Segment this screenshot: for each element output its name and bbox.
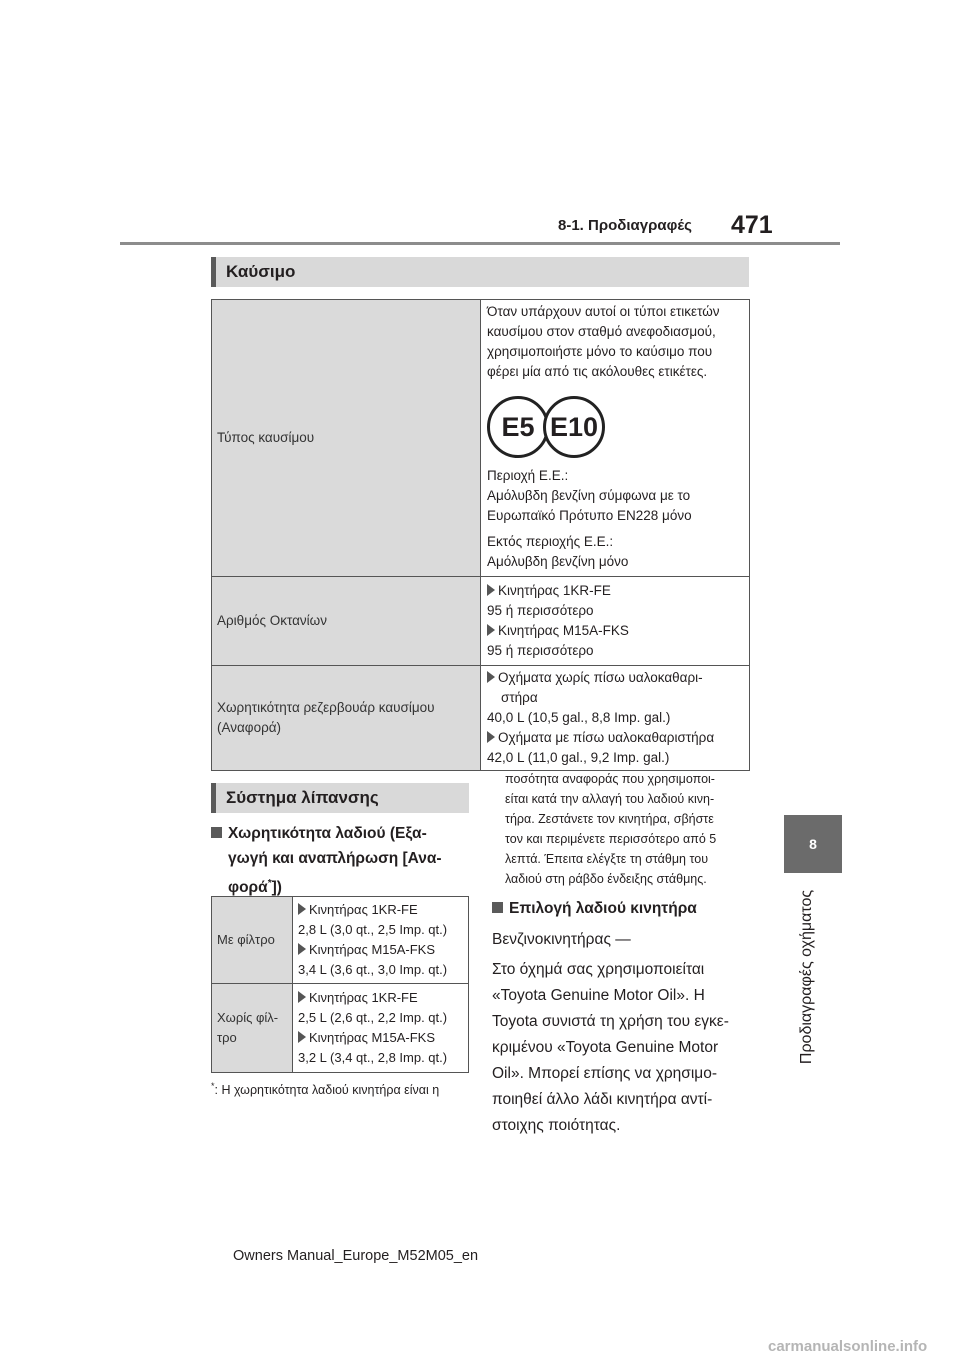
octane-label: Αριθμός Οκτανίων [212,577,481,666]
arrow-icon [298,903,306,915]
chapter-tab[interactable] [784,815,842,873]
arrow-icon [298,1031,306,1043]
without-filter-label: Χωρίς φίλ- τρο [212,984,293,1073]
chapter-number: 8 [809,836,817,852]
fuel-label-badges [487,382,743,466]
lubrication-section-title: Σύστημα λίπανσης [226,788,379,807]
tank-capacity-label: Χωρητικότητα ρεζερβουάρ καυσίμου (Αναφορά) [212,666,481,771]
tank-capacity-value: Οχήματα χωρίς πίσω υαλοκαθαρι- στήρα 40,0 L (10,5 gal., 8,8 Imp. gal.) Οχήματα με πίσω υαλοκαθαριστήρα 42,0 L (11,0 gal., 9,2 Imp. gal.) [481,666,750,771]
e5-badge-icon: E5 [487,396,549,458]
oil-capacity-table [211,896,469,1073]
fuel-section-header [211,257,749,287]
table-row [212,577,750,666]
oil-capacity-heading: Χωρητικότητα λαδιού (Εξα- γωγή και αναπλήρωση [Ανα- φορά*]) [211,821,471,900]
with-filter-value: Κινητήρας 1KR-FE 2,8 L (3,0 qt., 2,5 Imp. qt.) Κινητήρας M15A-FKS 3,4 L (3,6 qt., 3,0 Imp. qt.) [293,897,469,984]
table-row [212,897,469,984]
arrow-icon [298,991,306,1003]
footnote: *: Η χωρητικότητα λαδιού κινητήρα είναι η [211,1081,440,1098]
page-number: 471 [731,211,773,239]
arrow-icon [298,943,306,955]
lubrication-section-header [211,783,469,813]
without-filter-value: Κινητήρας 1KR-FE 2,5 L (2,6 qt., 2,2 Imp. qt.) Κινητήρας M15A-FKS 3,2 L (3,4 qt., 2,8 Imp. qt.) [293,984,469,1073]
watermark: carmanualsonline.info [768,1338,928,1355]
arrow-icon [487,584,495,596]
oil-selection-text: Βενζινοκινητήρας — Στο όχημά σας χρησιμοποιείται «Toyota Genuine Motor Oil». Η Toyota συνιστά τη χρήση του εγκε- κριμένου «Toyota Genuine Motor Oil». Μπορεί επίσης να χρησιμο- ποιηθεί άλλο λάδι κινητήρα αντί- στοιχης ποιότητας. [492,931,729,1134]
chapter-label: Προδιαγραφές οχήματος [798,889,815,1065]
footer-manual-id: Owners Manual_Europe_M52M05_en [233,1248,479,1264]
fuel-table [211,299,750,771]
arrow-icon [487,624,495,636]
fuel-type-value: Όταν υπάρχουν αυτοί οι τύποι ετικετών καυσίμου στον σταθμό ανεφοδιασμού, χρησιμοποιήστε μόνο το καύσιμο που φέρει μία από τις ακόλουθες ετικέτες. E5 E10 Περιοχή Ε.Ε.: Αμόλυβδη βενζίνη σύμφωνα με το Ευρωπαϊκό Πρότυπο EN228 μόνο Εκτός περιοχής Ε.Ε.: Αμόλυβδη βενζίνη μόνο [481,300,750,577]
table-row [212,984,469,1073]
arrow-icon [487,671,495,683]
section-marker [211,257,216,287]
table-row [212,666,750,771]
e10-badge-icon: E10 [543,396,605,458]
with-filter-label: Με φίλτρο [212,897,293,984]
table-row [212,300,750,577]
footnote-continuation: ποσότητα αναφοράς που χρησιμοποι- είται κατά την αλλαγή του λαδιού κινη- τήρα. Ζεστάνετε τον κινητήρα, σβήστε τον και περιμένετε περισσότερο από 5 λεπτά. Έπειτα ελέγξτε τη στάθμη του λαδιού στη ράβδο ένδειξης στάθμης. [505,772,717,886]
section-title: 8-1. Προδιαγραφές [558,217,692,234]
fuel-section-title: Καύσιμο [226,262,296,281]
fuel-type-label: Τύπος καυσίμου [212,300,481,577]
bullet-square-icon [492,902,503,913]
header-divider [120,242,840,245]
oil-selection-heading: Επιλογή λαδιού κινητήρα [492,900,697,918]
section-marker [211,783,216,813]
bullet-square-icon [211,827,222,838]
octane-value: Κινητήρας 1KR-FE 95 ή περισσότερο Κινητήρας M15A-FKS 95 ή περισσότερο [481,577,750,666]
arrow-icon [487,731,495,743]
